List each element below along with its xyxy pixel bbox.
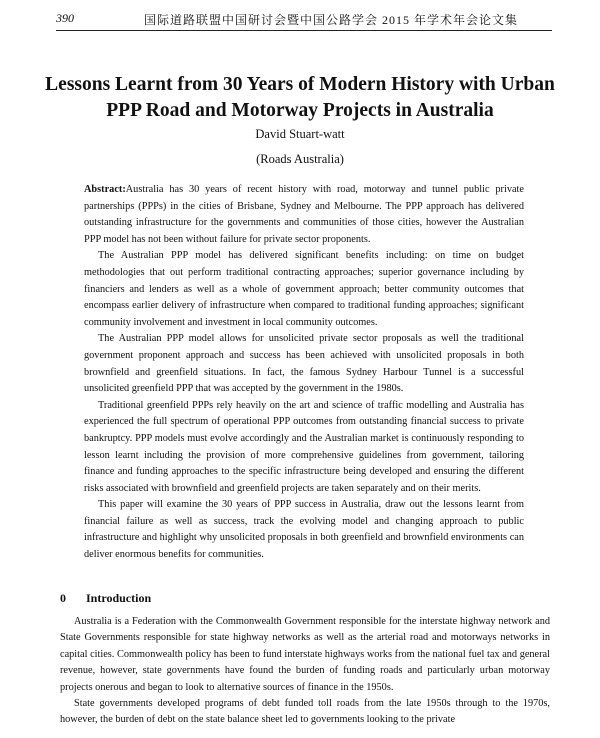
journal-title: 国际道路联盟中国研讨会暨中国公路学会 2015 年学术年会论文集 [144,13,519,27]
section-heading [60,591,151,606]
body-text [60,614,550,729]
running-header [56,8,552,31]
body-paragraph: Australia is a Federation with the Commonwealth Government responsible for the interstate highway network and State Governments responsible for state highway networks as well as the arterial road and motorways networks in capital cities. Commonwealth policy has been to fund interstate highways works from the national fuel tax and general revenue, however, state governments have found the burden of funding roads and particularly urban motorway projects onerous and began to look to alternative sources of finance in the 1950s. [60,616,550,693]
abstract-paragraph: The Australian PPP model allows for unsolicited private sector proposals as well the traditional government proponent approach and success has been achieved with unsolicited proposals in both brownfield and greenfield situations. In fact, the famous Sydney Harbour Tunnel is a successful unsolicited greenfield PPP that was accepted by the government in the 1980s. [84,333,524,395]
author-affiliation: (Roads Australia) [256,152,344,166]
body-paragraph: State governments developed programs of debt funded toll roads from the late 1950s through to the 1970s, however, the burden of debt on the state balance sheet led to governments looking to the private [60,698,550,726]
abstract-paragraph: Abstract:Australia has 30 years of recent history with road, motorway and tunnel public private partnerships (PPPs) in the cities of Brisbane, Sydney and Melbourne. The PPP approach has delivered outstanding infrastructure for the governments and communities of those cities, however the Australian PPP model has not been without failure for private sector proponents. [84,184,524,245]
paper-title: Lessons Learnt from 30 Years of Modern History with Urban PPP Road and Motorway Projects in Australia [45,74,555,121]
abstract [84,182,524,564]
section-number: 0 [60,591,66,605]
abstract-paragraph: The Australian PPP model has delivered significant benefits including: on time on budget methodologies that out perform traditional contracting approaches; superior governance including by financiers and lenders as well as a whole of government approach; better community outcomes that encompass earlier delivery of infrastructure when compared to traditional funding approaches; significant community involvement and investment in local community outcomes. [84,250,524,328]
page-number: 390 [56,11,74,25]
abstract-paragraph: Traditional greenfield PPPs rely heavily on the art and science of traffic modelling and Australia has experienced the full spectrum of operational PPP outcomes from outstanding financial success to private bankruptcy. PPP models must evolve accordingly and the Australian market is continuously responding to lesson learnt including the provision of more comprehensive guidelines from government, tailoring finance and funding approaches to the specific infrastructure being developed and ensuring the different risks associated with brownfield and greenfield projects are taken separately and on their merits. [84,399,524,494]
abstract-label: Abstract: [84,184,126,195]
author-name: David Stuart-watt [255,127,345,141]
section-title: Introduction [86,591,152,605]
abstract-paragraph: This paper will examine the 30 years of PPP success in Australia, draw out the lessons learnt from financial failure as well as success, track the evolving model and changing approach to public infrastructure and highlight why unsolicited proposals in both greenfield and brownfield environments can deliver enormous benefits for communities. [84,499,524,561]
